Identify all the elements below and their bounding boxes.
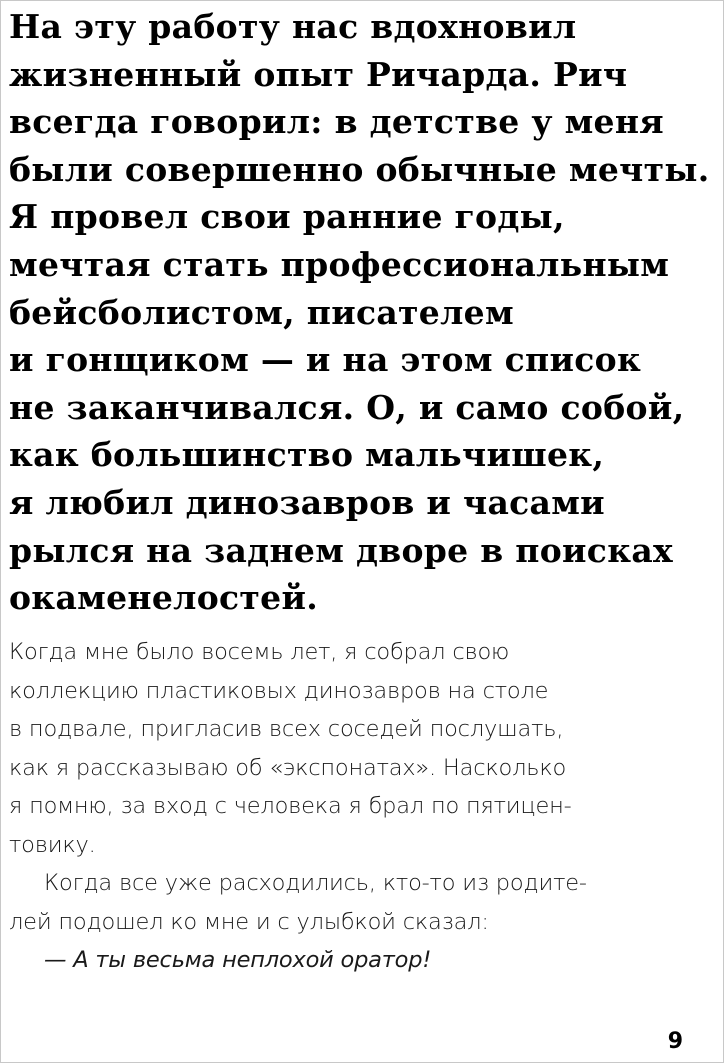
headline-line: мечтая стать профессиональным: [9, 244, 670, 284]
dialogue-quote: — А ты весьма неплохой оратор!: [44, 947, 432, 973]
headline-line: На эту работу нас вдохновил: [9, 7, 577, 46]
body-line: Когда мне было восемь лет, я собрал свою: [9, 639, 510, 665]
page-number: 9: [667, 1029, 683, 1054]
body-line: Когда все уже расходились, кто-то из родите-: [44, 870, 587, 896]
body-line: товику.: [9, 831, 96, 858]
headline-line: не заканчивался. О, и само собой,: [9, 387, 685, 427]
headline-line: были совершенно обычные мечты.: [9, 149, 710, 189]
body-line: я помню, за вход с человека я брал по пятицен-: [9, 793, 572, 819]
headline-line: всегда говорил: в детстве у меня: [9, 102, 664, 142]
headline-line: как большинство мальчишек,: [9, 435, 605, 475]
body-line: коллекцию пластиковых динозавров на столе: [9, 677, 549, 704]
headline-line: бейсболистом, писателем: [9, 292, 514, 332]
body-line: как я рассказываю об «экспонатах». Насколько: [9, 754, 567, 781]
headline-line: рылся на заднем дворе в поисках: [9, 530, 673, 570]
body-text: [9, 633, 709, 980]
body-line: в подвале, пригласив всех соседей послушать,: [9, 716, 564, 742]
headline-line: и гонщиком — и на этом список: [9, 340, 642, 380]
headline-line: я любил динозавров и часами: [9, 482, 605, 522]
headline-paragraph: [9, 3, 709, 622]
paragraph-1: [9, 633, 709, 864]
body-line: лей подошел ко мне и с улыбкой сказал:: [9, 908, 489, 935]
headline-line: окаменелостей.: [9, 578, 319, 618]
headline-line: Я провел свои ранние годы,: [9, 197, 565, 237]
paragraph-2: [9, 864, 709, 941]
headline-line: жизненный опыт Ричарда. Рич: [9, 54, 628, 94]
